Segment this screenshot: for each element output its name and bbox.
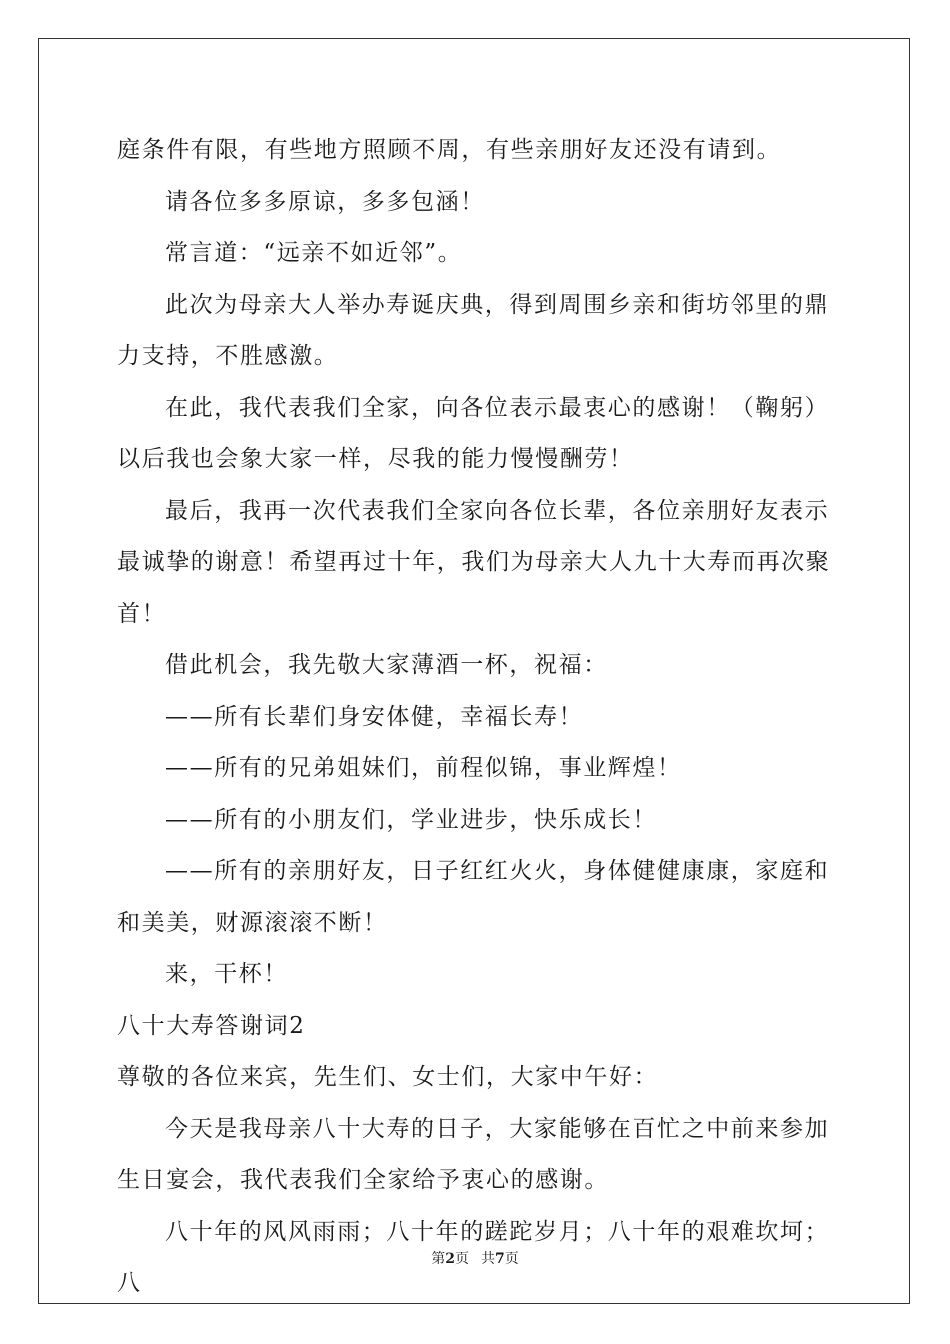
- paragraph: 最后，我再一次代表我们全家向各位长辈，各位亲朋好友表示最诚挚的谢意！希望再过十年，我们为母亲大人九十大寿而再次聚首！: [117, 497, 831, 627]
- page-number: 2: [445, 1251, 455, 1267]
- salutation: 尊敬的各位来宾，先生们、女士们，大家中午好：: [117, 1064, 659, 1090]
- page-prefix: 第: [431, 1251, 446, 1267]
- total-pages: 7: [495, 1251, 505, 1267]
- blessing-line: ——所有长辈们身安体健，幸福长寿！: [165, 703, 584, 730]
- paragraph: 八十年的风风雨雨；八十年的蹉跎岁月；八十年的艰难坎坷；八: [117, 1218, 830, 1296]
- paragraph: 此次为母亲大人举办寿诞庆典，得到周围乡亲和街坊邻里的鼎力支持，不胜感激。: [117, 291, 830, 369]
- document-body: [117, 125, 837, 1310]
- paragraph: 常言道：“远亲不如近邻”。: [165, 240, 463, 266]
- page-suffix: 页: [455, 1251, 469, 1267]
- page-footer: [0, 1248, 950, 1268]
- blessing-line: ——所有的小朋友们，学业进步，快乐成长！: [165, 806, 657, 833]
- section-title: 八十大寿答谢词2: [117, 1012, 306, 1039]
- paragraph: 在此，我代表我们全家，向各位表示最衷心的感谢！（鞠躬）以后我也会象大家一样，尽我的能力慢慢酬劳！: [117, 394, 830, 472]
- paragraph: 今天是我母亲八十大寿的日子，大家能够在百忙之中前来参加生日宴会，我代表我们全家给予衷心的感谢。: [117, 1115, 830, 1193]
- blessing-line: ——所有的兄弟姐妹们，前程似锦，事业辉煌！: [165, 755, 682, 781]
- paragraph: 庭条件有限，有些地方照顾不周，有些亲朋好友还没有请到。: [117, 137, 782, 163]
- blessing-line: ——所有的亲朋好友，日子红红火火，身体健健康康，家庭和和美美，财源滚滚不断！: [117, 858, 830, 936]
- paragraph: 来，干杯！: [165, 961, 288, 987]
- paragraph: 借此机会，我先敬大家薄酒一杯，祝福：: [165, 652, 608, 678]
- total-suffix: 页: [504, 1251, 519, 1267]
- paragraph: 请各位多多原谅，多多包涵！: [165, 188, 485, 215]
- total-prefix: 共: [481, 1251, 495, 1267]
